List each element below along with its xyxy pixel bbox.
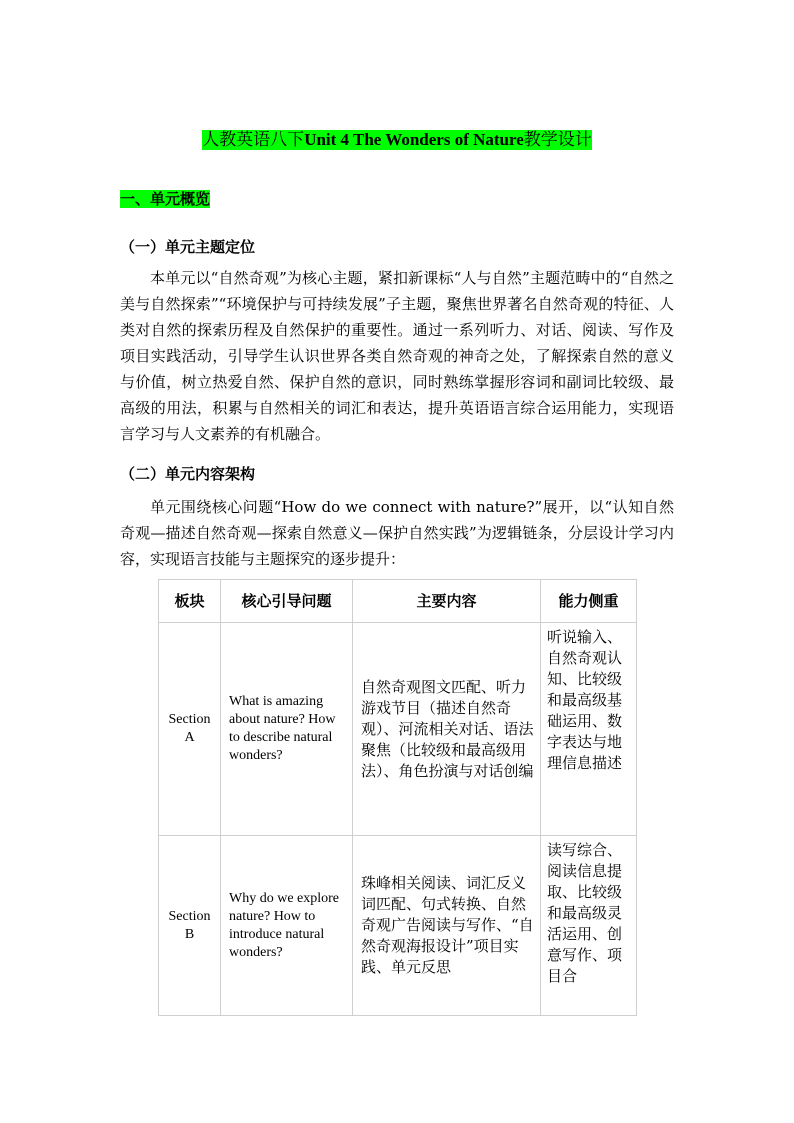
cell-content: 珠峰相关阅读、词汇反义词匹配、句式转换、自然奇观广告阅读与写作、“自然奇观海报设计”项目实践、单元反思 <box>353 836 541 1016</box>
paragraph-theme: 本单元以“自然奇观”为核心主题，紧扣新课标“人与自然”主题范畴中的“自然之美与自然探索”“环境保护与可持续发展”子主题，聚焦世界著名自然奇观的特征、人类对自然的探索历程及自然保护的重要性。通过一系列听力、对话、阅读、写作及项目实践活动，引导学生认识世界各类自然奇观的神奇之处，了解探索自然的意义与价值，树立热爱自然、保护自然的意识，同时熟练掌握形容词和副词比较级、最高级的用法，积累与自然相关的词汇和表达，提升英语语言综合运用能力，实现语言学习与人文素养的有机融合。 <box>120 269 674 443</box>
subheading-structure: （二）单元内容架构 <box>120 465 256 483</box>
paragraph-structure: 单元围绕核心问题“How do we connect with nature?”展开，以“认知自然奇观—描述自然奇观—探索自然意义—保护自然实践”为逻辑链条，分层设计学习内容，实现语言技能与主题探究的逐步提升： <box>120 498 674 568</box>
section-heading-text: 一、单元概览 <box>120 190 211 208</box>
subheading-theme: （一）单元主题定位 <box>120 238 256 256</box>
title-cn-prefix: 人教英语八下 <box>202 130 305 150</box>
section-heading-overview <box>120 187 210 211</box>
title-en: Unit 4 The Wonders of Nature <box>304 130 524 149</box>
cell-focus: 听说输入、自然奇观认知、比较级和最高级基础运用、数字表达与地理信息描述 <box>541 623 637 836</box>
title-highlight <box>202 130 592 150</box>
cell-question: Why do we explore nature? How to introduce natural wonders? <box>221 836 353 1016</box>
title-cn-suffix: 教学设计 <box>523 130 592 150</box>
header-section: 板块 <box>159 580 221 623</box>
header-focus: 能力侧重 <box>541 580 637 623</box>
header-content: 主要内容 <box>353 580 541 623</box>
content-table <box>158 579 637 1016</box>
table-row <box>159 836 637 1016</box>
header-question: 核心引导问题 <box>221 580 353 623</box>
cell-focus: 读写综合、阅读信息提取、比较级和最高级灵活运用、创意写作、项目合 <box>541 836 637 1016</box>
cell-question: What is amazing about nature? How to describe natural wonders? <box>221 623 353 836</box>
cell-content: 自然奇观图文匹配、听力游戏节目（描述自然奇观）、河流相关对话、语法聚焦（比较级和最高级用法）、角色扮演与对话创编 <box>353 623 541 836</box>
document-title <box>0 127 794 153</box>
cell-section: Section A <box>159 623 221 836</box>
table-row <box>159 623 637 836</box>
cell-section: Section B <box>159 836 221 1016</box>
table-header-row <box>159 580 637 623</box>
